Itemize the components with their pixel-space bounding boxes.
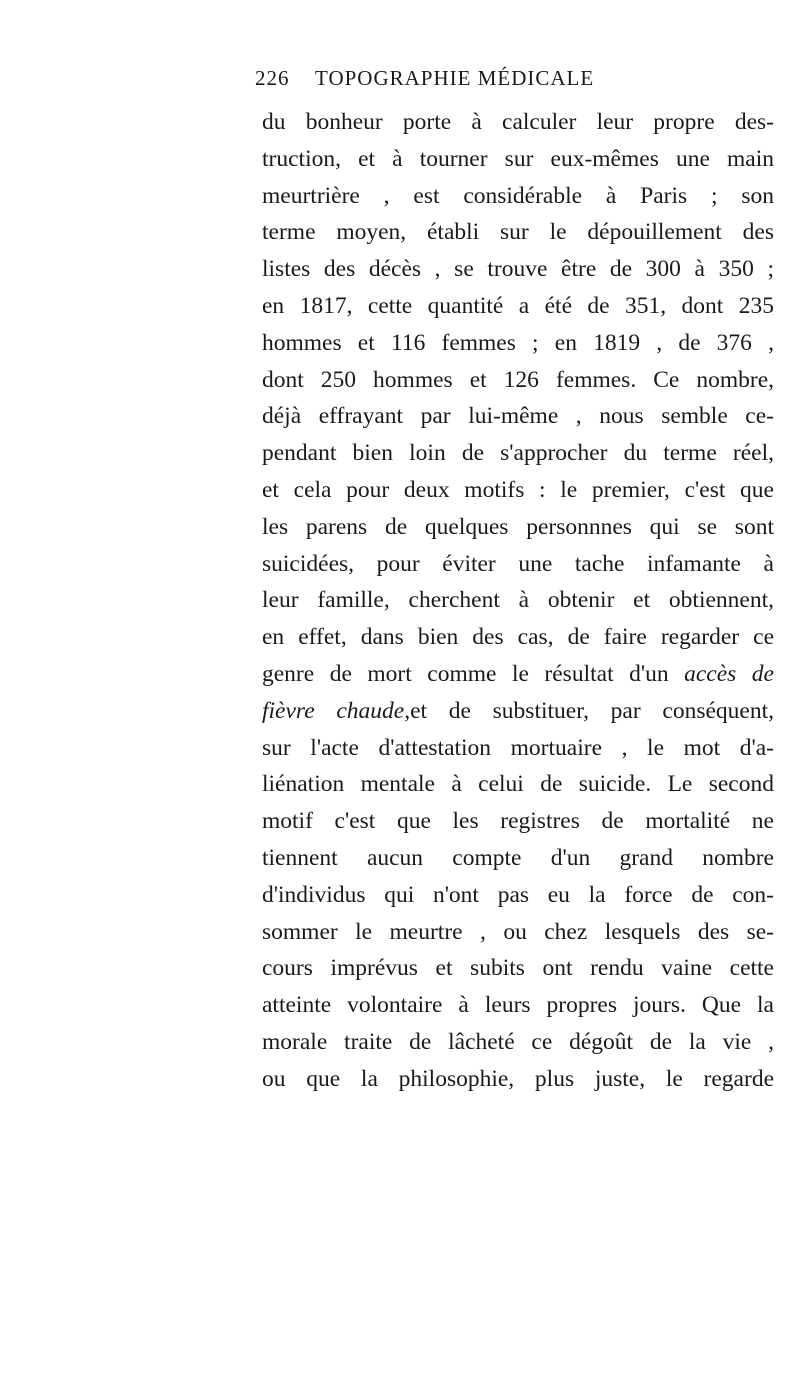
text-line: atteinte volontaire à leurs propres jours. Que la (262, 992, 774, 1019)
text-line-with-italic (262, 656, 774, 693)
text-line: en 1817, cette quantité a été de 351, dont 235 (262, 292, 774, 319)
text-line: ou que la philosophie, plus juste, le regarde (262, 1065, 774, 1092)
text-line: d'individus qui n'ont pas eu la force de con- (262, 881, 774, 908)
running-title: TOPOGRAPHIE MÉDICALE (315, 66, 595, 90)
text-line: et cela pour deux motifs : le premier, c'est que (262, 476, 774, 503)
text-line: liénation mentale à celui de suicide. Le second (262, 771, 774, 798)
text-line: suicidées, pour éviter une tache infamante à (262, 550, 774, 577)
text-line: morale traite de lâcheté ce dégoût de la vie , (262, 1028, 774, 1055)
body-text (262, 104, 774, 1098)
text-line: listes des décès , se trouve être de 300 à 350 ; (262, 256, 774, 283)
text-line: en effet, dans bien des cas, de faire regarder ce (262, 624, 774, 651)
text-line: leur famille, cherchent à obtenir et obtiennent, (262, 587, 774, 614)
text-line: meurtrière , est considérable à Paris ; son (262, 182, 774, 209)
italic-phrase: accès de (684, 660, 774, 687)
text-line: cours imprévus et subits ont rendu vaine cette (262, 955, 774, 982)
text-line: pendant bien loin de s'approcher du terme réel, (262, 440, 774, 467)
text-line: sur l'acte d'attestation mortuaire , le mot d'a- (262, 734, 774, 761)
text-line: les parens de quelques personnnes qui se sont (262, 513, 774, 540)
text-line: tiennent aucun compte d'un grand nombre (262, 844, 774, 871)
text-line: du bonheur porte à calculer leur propre des- (262, 109, 774, 135)
running-head (255, 66, 775, 92)
text-line: déjà effrayant par lui-même , nous semble ce- (262, 403, 774, 430)
text-run: genre de mort comme le résultat d'un (262, 660, 685, 687)
italic-phrase: fièvre chaude, (262, 697, 411, 724)
text-line: dont 250 hommes et 126 femmes. Ce nombre, (262, 366, 774, 393)
text-run: et de substituer, par conséquent, (410, 697, 774, 724)
text-line: terme moyen, établi sur le dépouillement des (262, 219, 774, 246)
text-line: hommes et 116 femmes ; en 1819 , de 376 , (262, 329, 774, 356)
text-line: sommer le meurtre , ou chez lesquels des se- (262, 918, 774, 945)
page-number: 226 (255, 66, 290, 90)
text-line-with-italic (262, 693, 774, 730)
text-line: truction, et à tourner sur eux-mêmes une main (262, 145, 774, 172)
text-line: motif c'est que les registres de mortalité ne (262, 808, 774, 835)
